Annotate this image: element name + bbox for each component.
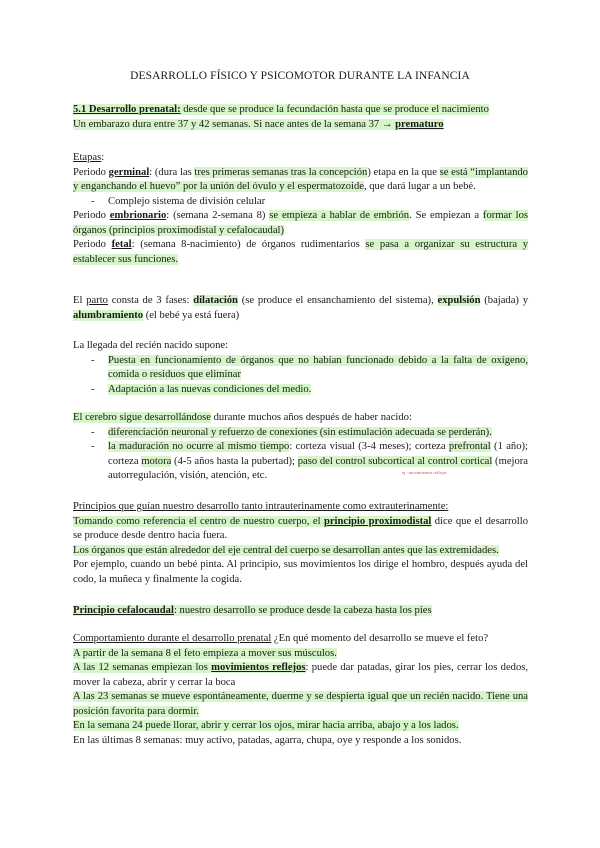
section-principios: Principios que guían nuestro desarrollo tanto intrauterinamente como extrauterinamente: Tomando como referencia el centro de nuestro cuerpo, el principio proximodistal dice que el desarrollo se produce desde dentro hacia fuera. Los órganos que están alrededor del eje central del cuerpo se desarrollan antes que las extremidades. Por ejemplo, cuando un bebé pinta. Al principio, sus movimientos los dirige el hombro, después ayuda del codo, la muñeca y finalmente la cogida. — [73, 501, 528, 585]
document-title: DESARROLLO FÍSICO Y PSICOMOTOR DURANTE LA INFANCIA — [130, 70, 470, 82]
section-parto: El parto consta de 3 fases: dilatación (se produce el ensanchamiento del sistema), expulsión (bajada) y alumbramiento (el bebé ya está fuera) — [73, 295, 528, 321]
comportamiento-heading: Comportamiento durante el desarrollo prenatal — [73, 633, 272, 644]
list-item: - Complejo sistema de división celular — [73, 195, 528, 210]
section-heading: 5.1 Desarrollo prenatal: — [73, 104, 181, 115]
prematuro-term: prematuro — [395, 118, 444, 130]
section-cerebro: El cerebro sigue desarrollándose durante muchos años después de haber nacido: - diferenciación neuronal y refuerzo de conexiones (sin estimulación adecuada se perderán). - la maduración no ocurre al mismo tiempo: corteza visual (3-4 meses); corteza prefrontal (1 año); corteza motora (4-5 años hasta la pubertad); paso del control subcortical al control cortical (mejora autorregulación, visión, atención, etc. — [73, 411, 528, 484]
principios-heading: Principios que guían nuestro desarrollo tanto intrauterinamente como extrauterinamente: — [73, 501, 449, 512]
section-prenatal: 5.1 Desarrollo prenatal: desde que se produce la fecundación hasta que se produce el nacimiento Un embarazo dura entre 37 y 42 semanas. Si nace antes de la semana 37 → prematuro — [73, 104, 489, 130]
section-comportamiento: Comportamiento durante el desarrollo prenatal ¿En qué momento del desarrollo se mueve el feto? A partir de la semana 8 el feto empieza a mover sus músculos. A las 12 semanas empiezan los movimientos reflejos: puede dar patadas, girar los pies, cerrar los dedos, mover la cabeza, abrir y cerrar la boca A las 23 semanas se mueve espontáneamente, duerme y se despierta igual que un recién nacido. Tiene una posición favorita para dormir. En la semana 24 puede llorar, abrir y cerrar los ojos, mirar hacia arriba, abajo y a los lados. En las últimas 8 semanas: muy activo, patadas, agarra, chupa, oye y responde a los sonidos. — [73, 633, 529, 746]
section-etapas: Etapas: Periodo germinal: (dura las tres primeras semanas tras la concepción) etapa en la que se está “implantando y enganchando el huevo” por la unión del óvulo y el espermatozoide, que dará lugar a un bebé. - Complejo sistema de división celular Periodo embrionario: (semana 2-semana 8) se empieza a hablar de embrión. Se empiezan a formar los órganos (principios proximodistal y cefalocaudal) Periodo fetal: (semana 8-nacimiento) de órganos rudimentarios se pasa a organizar su estructura y establecer sus funciones. — [73, 151, 528, 267]
periodo-germinal: Periodo germinal: (dura las tres primeras semanas tras la concepción) etapa en la que se está “implantando y enganchando el huevo” por la unión del óvulo y el espermatozoide, que dará lugar a un bebé. — [73, 166, 528, 192]
list-item: - la maduración no ocurre al mismo tiempo: corteza visual (3-4 meses); corteza prefrontal (1 año); corteza motora (4-5 años hasta la pubertad); paso del control subcortical al control cortical (mejora autorregulación, visión, atención, etc. — [73, 440, 528, 484]
section-llegada: La llegada del recién nacido supone: - Puesta en funcionamiento de órganos que no habían funcionado debido a la falta de oxígeno, comida o residuos que eliminar - Adaptación a las nuevas condiciones del medio. — [73, 339, 528, 397]
periodo-embrionario: Periodo embrionario: (semana 2-semana 8) se empieza a hablar de embrión. Se empiezan a formar los órganos (principios proximodistal y cefalocaudal) — [73, 210, 528, 236]
list-item: - diferenciación neuronal y refuerzo de conexiones (sin estimulación adecuada se perderán). — [73, 426, 528, 441]
list-item: - Adaptación a las nuevas condiciones del medio. — [73, 383, 528, 398]
etapas-label: Etapas — [73, 152, 102, 163]
periodo-fetal: Periodo fetal: (semana 8-nacimiento) de órganos rudimentarios se pasa a organizar su estructura y establecer sus funciones. — [73, 239, 529, 265]
list-item: - Puesta en funcionamiento de órganos que no habían funcionado debido a la falta de oxígeno, comida o residuos que eliminar — [73, 354, 528, 383]
handwritten-note: ej.: movimientos reflejos — [402, 470, 447, 475]
section-cefalocaudal: Principio cefalocaudal: nuestro desarrollo se produce desde la cabeza hasta los pies — [73, 605, 432, 616]
